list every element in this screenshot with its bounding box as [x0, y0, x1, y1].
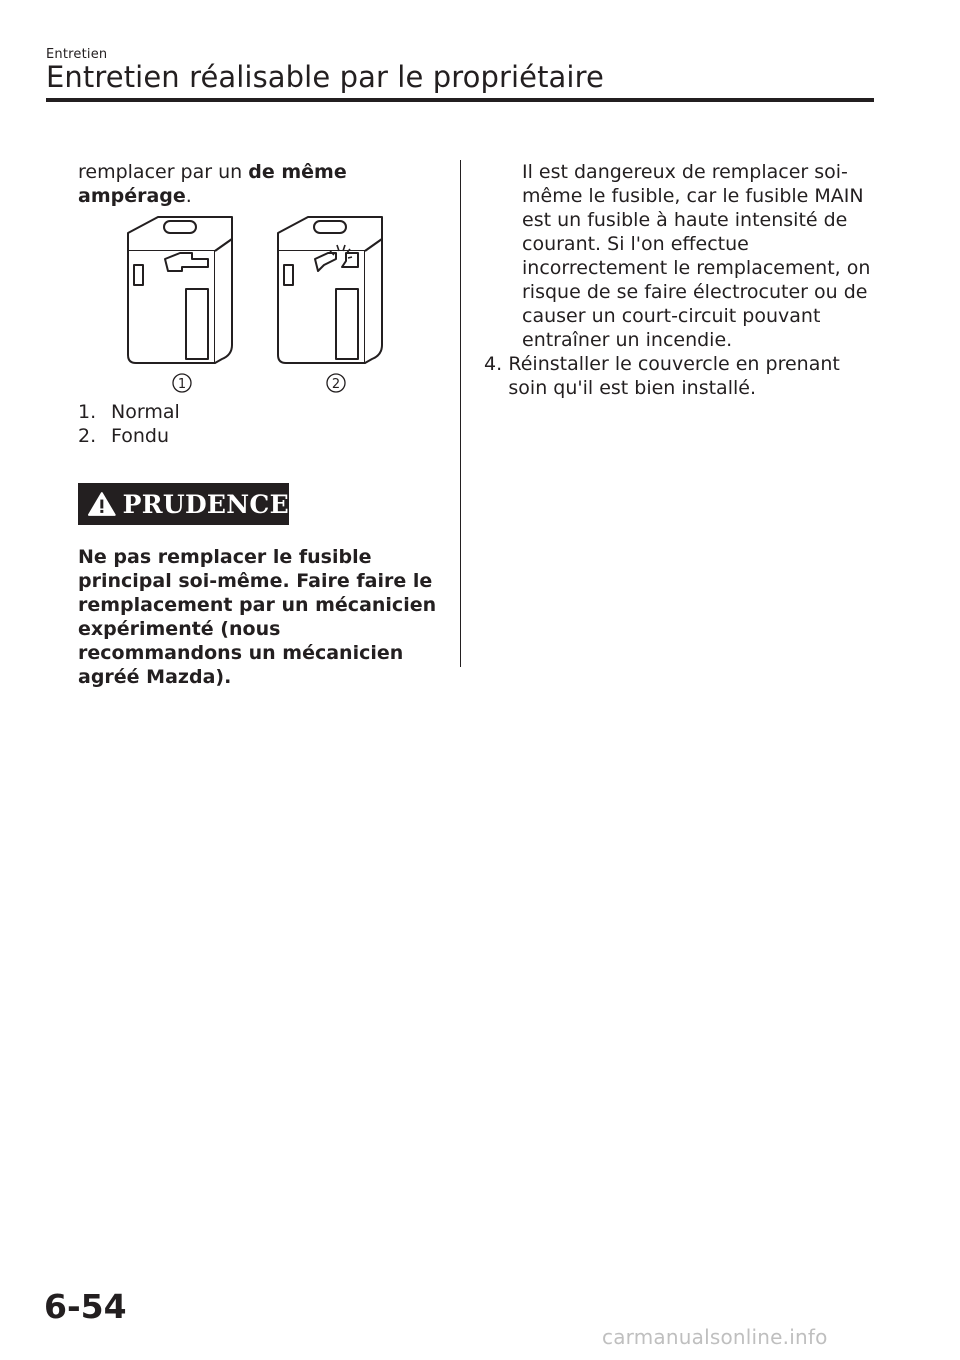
warning-paragraph: Il est dangereux de remplacer soi-même le fusible, car le fusible MAIN est un fusible à haute intensité de courant. Si l'on effectue incorrectement le remplacement, on risque de se faire électrocuter ou de causer un court-circuit pouvant entraîner un incendie.: [522, 161, 871, 351]
step-text: Réinstaller le couvercle en prenant soin qu'il est bien installé.: [508, 353, 840, 399]
legend-label: Fondu: [111, 425, 170, 447]
page-title: Entretien réalisable par le propriétaire: [46, 60, 604, 94]
caution-banner: [78, 483, 289, 525]
fuse-blown-illustration: [278, 217, 382, 363]
step-4: [484, 352, 884, 400]
column-divider: [460, 160, 461, 667]
page-number: 6-54: [44, 1287, 127, 1326]
watermark: carmanualsonline.info: [602, 1325, 828, 1349]
intro-paragraph: [78, 160, 418, 208]
right-column: [484, 160, 884, 400]
fuse-normal-illustration: [128, 217, 232, 363]
section-label: Entretien: [46, 47, 108, 62]
callout-2-label: 2: [331, 377, 341, 392]
caution-text: Ne pas remplacer le fusible principal soi-même. Faire faire le remplacement par un mécanicien expérimenté (nous recommandons un mécanicien agréé Mazda).: [78, 546, 437, 688]
figure-legend: [78, 400, 418, 448]
intro-bold-text: de même ampérage: [78, 161, 347, 207]
intro-text: remplacer par un: [78, 161, 249, 183]
header-rule: [46, 98, 874, 102]
legend-label: Normal: [111, 401, 180, 423]
list-item: 1. Normal: [78, 401, 180, 423]
list-item: 2. Fondu: [78, 425, 170, 447]
step-number: 4.: [484, 353, 503, 375]
fuse-illustration: [110, 205, 400, 395]
caution-label: PRUDENCE: [122, 489, 289, 519]
intro-end: .: [185, 185, 192, 207]
warning-icon: [87, 491, 117, 517]
callout-1-label: 1: [177, 377, 187, 392]
